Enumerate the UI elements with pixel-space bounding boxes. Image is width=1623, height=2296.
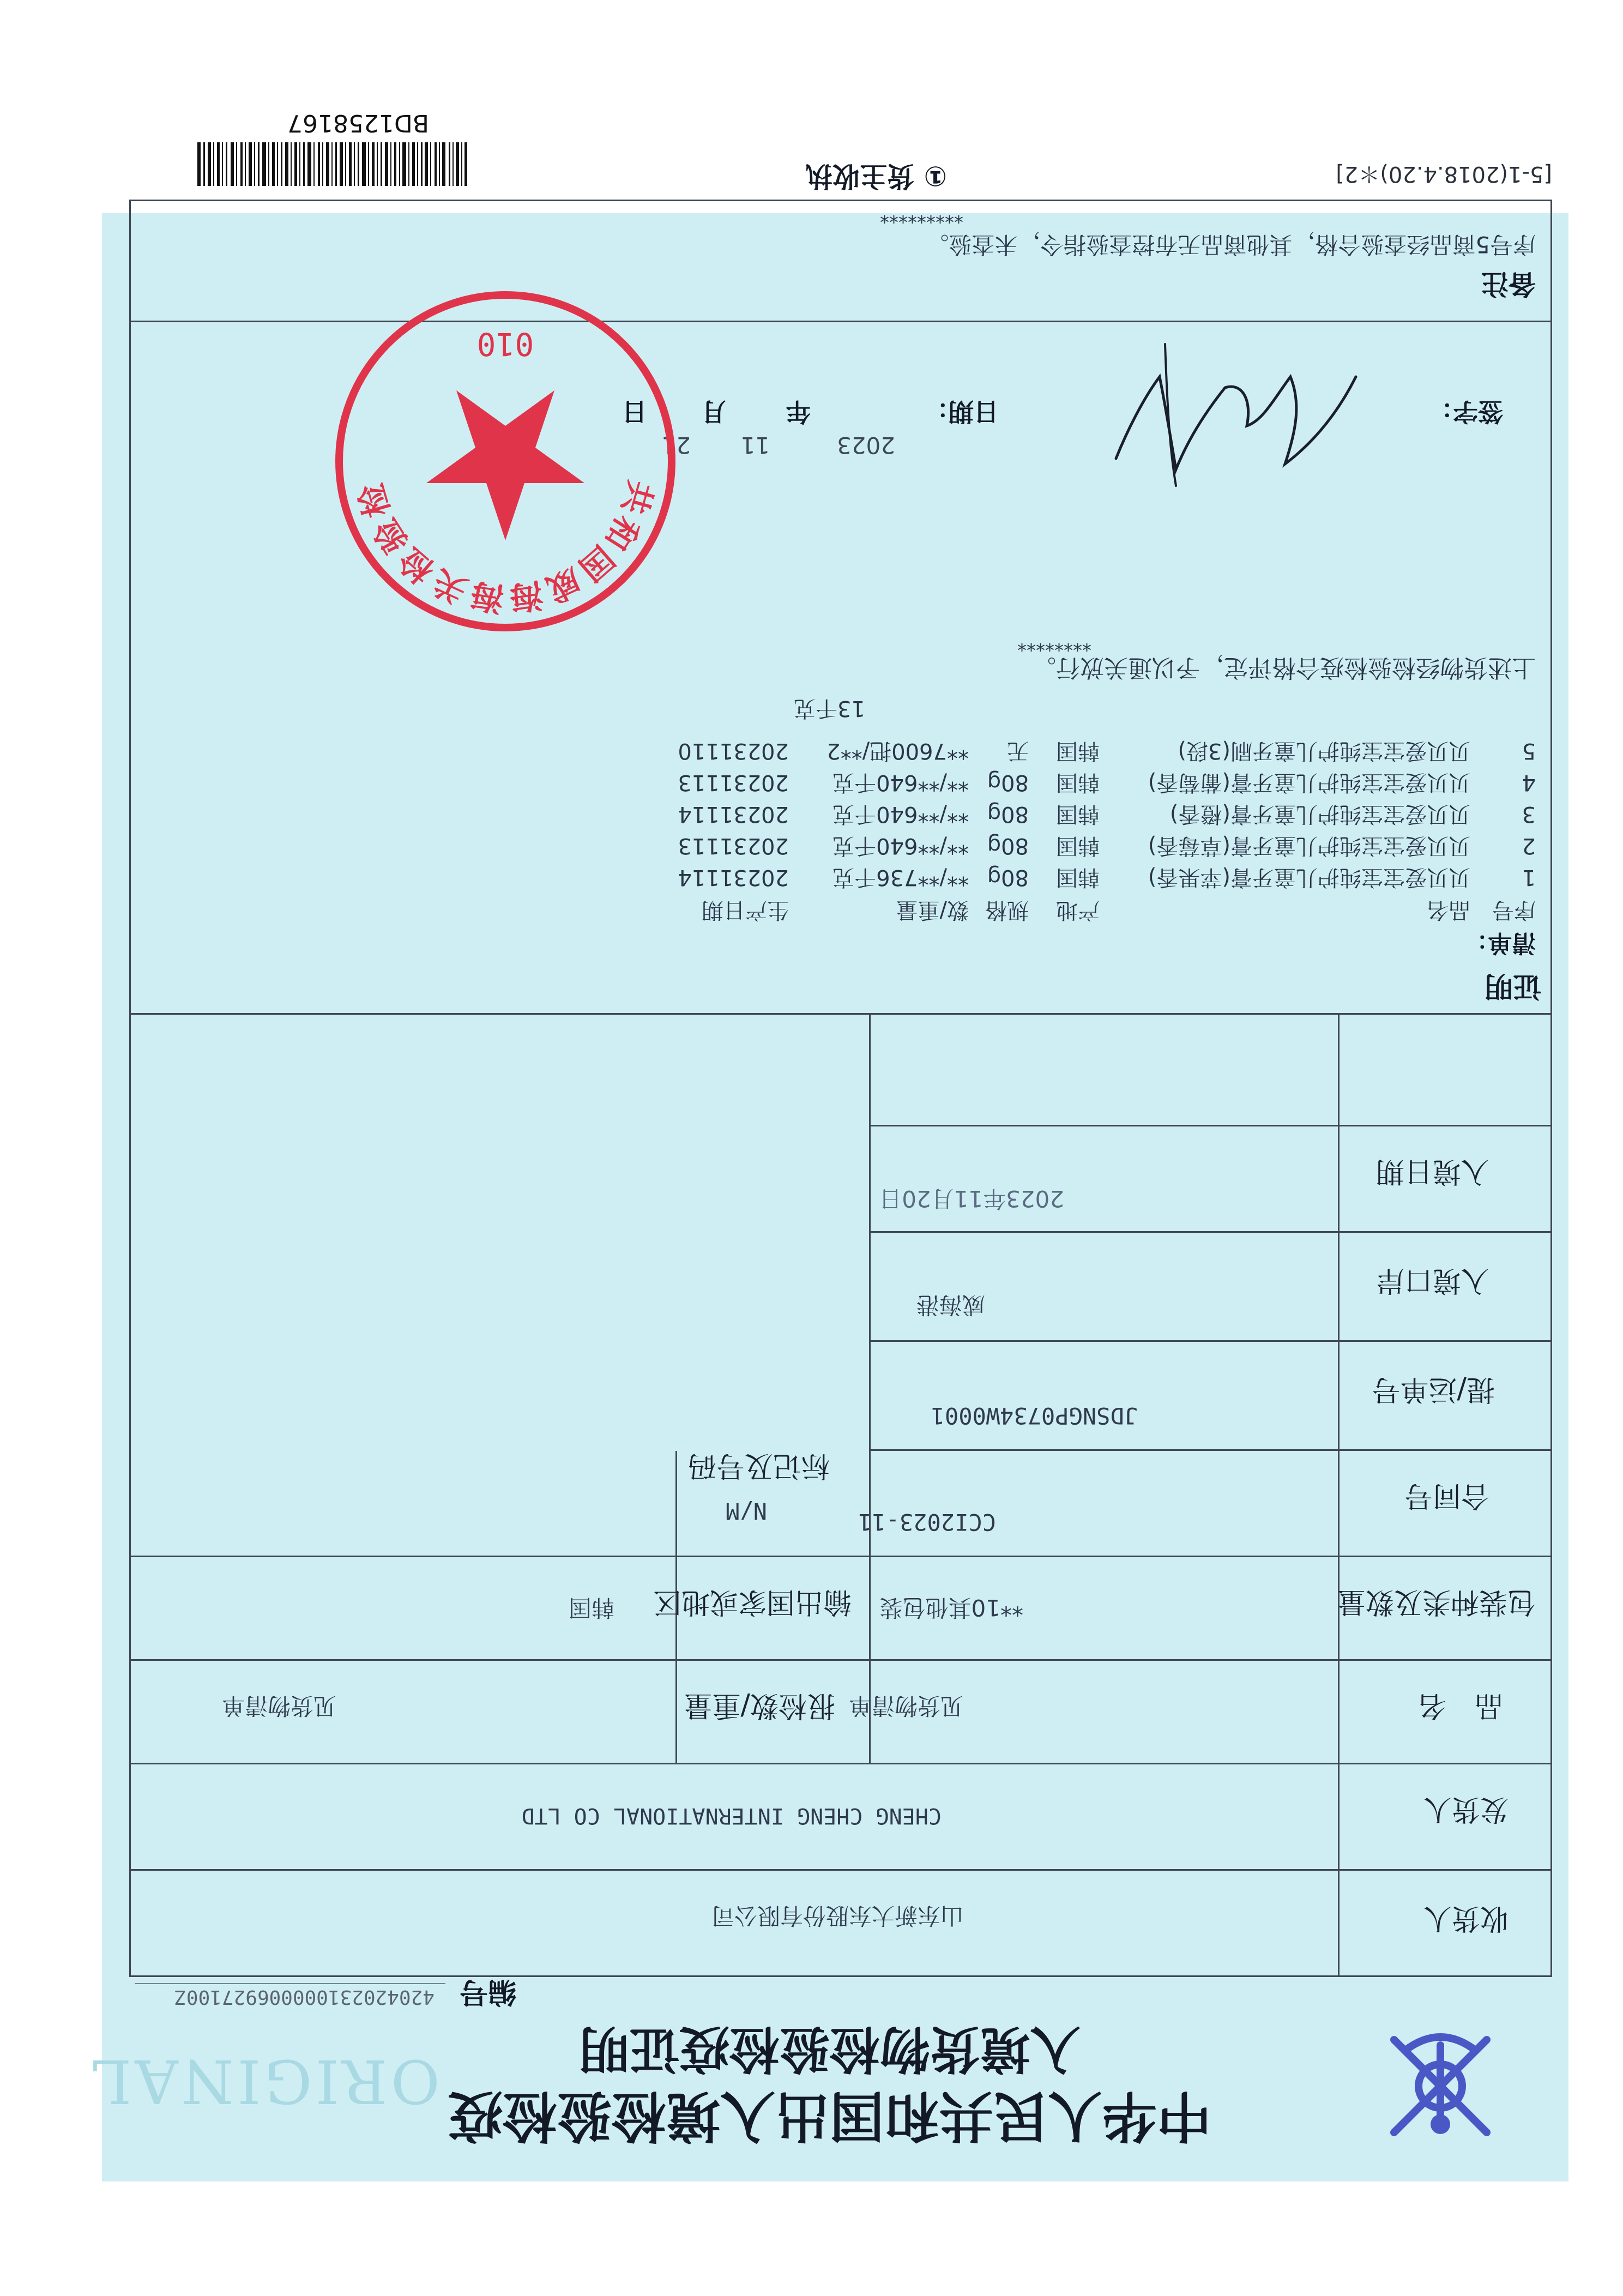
form-code: [5-1(2018.4.20)＊2] [1336,161,1552,186]
list-label: 清单： [1464,929,1536,957]
stamp-code: 010 [476,326,534,363]
row-index: 3 [1522,802,1536,827]
row-spec: 80g [987,833,1029,858]
barcode-icon [195,142,467,186]
sign-date-month-unit: 月 [701,397,726,426]
col-qty: 数/重量 [896,897,969,923]
title-line-2: 入境货物检验检疫证明 [579,2020,1081,2078]
row-qty: **/**640千克 [832,802,969,827]
row-qty: **7600把/**2 [826,738,969,763]
certificate-label: 证明 [1484,969,1541,1002]
sign-date-month: 11 [740,432,770,459]
sign-date-day-unit: 日 [622,397,647,426]
row-spec: 80g [987,802,1029,827]
conclusion-stars: ******** [1017,633,1091,655]
goods-list-row [678,769,1536,800]
row-date: 20231114 [678,802,789,827]
col-name: 品名 [1427,897,1470,923]
row-origin: 韩国 [1056,738,1100,763]
col-date: 生产日期 [702,897,789,923]
title-line-1: 中华人民共和国出入境检验检疫 [448,2084,1211,2148]
date-label: 入境日期 [1375,1155,1489,1188]
goods-total: 13千克 [794,696,865,721]
row-name: 贝贝爱宝宝纯护儿童牙膏(橙香) [1169,802,1470,827]
ciq-emblem [1372,2018,1509,2154]
port-label: 入境口岸 [1375,1264,1489,1297]
row-origin: 韩国 [1056,865,1100,890]
row-index: 4 [1522,770,1536,795]
row-qty: **/**640千克 [832,770,969,795]
row-name: 贝贝爱宝宝纯护儿童牙膏(葡萄香) [1148,770,1470,795]
declared-qty-value: 见货物清单 [221,1692,336,1719]
row-name: 贝贝爱宝宝纯护儿童牙膏(草莓香) [1148,833,1470,858]
consignor-value: CHENG CHENG INTERNATIONAL CO LTD [521,1803,942,1828]
sign-date-year: 2023 [837,432,895,459]
row-index: 2 [1522,833,1536,858]
origin-value: 韩国 [568,1594,614,1621]
certificate-paper [88,205,1568,2181]
consignee-value: 山东新大东股份有限公司 [711,1902,963,1929]
goods-list-row [678,864,1536,895]
row-date: 20231113 [678,833,789,858]
remarks-label: 备注 [1481,268,1536,300]
bill-value: JDSNGP0734W0001 [931,1402,1138,1429]
consignee-label: 收货人 [1423,1902,1509,1935]
row-name: 贝贝爱宝宝纯护儿童牙刷(3段) [1178,738,1470,763]
row-index: 5 [1522,738,1536,763]
marks-label: 标记及号码 [687,1449,830,1482]
barcode [195,142,467,186]
copy-label: ① 货主收执 [805,160,947,192]
package-value: **10其他包装 [879,1594,1023,1621]
row-date: 20231110 [678,738,789,763]
declared-qty-label: 报检数/重量 [684,1689,835,1722]
signature-icon [1083,333,1367,508]
date-value: 2023年11月20日 [879,1185,1064,1212]
package-label: 包装种类及数量 [1337,1586,1536,1618]
row-origin: 韩国 [1056,770,1100,795]
goods-list-row [678,832,1536,863]
row-spec: 80g [987,770,1029,795]
remarks-text: 序号5商品经查验合格，其他商品无布控查验指令，未查验。 [926,231,1536,258]
stamp-seal-icon [328,284,683,638]
origin-label: 输出国家或地区 [653,1586,852,1618]
goods-label: 品 名 [1417,1689,1503,1722]
contract-value: CCI2023-11 [858,1509,996,1535]
bill-label: 提/运单号 [1372,1373,1495,1406]
col-origin: 产地 [1056,897,1100,923]
port-value: 威海港 [916,1292,985,1318]
row-origin: 韩国 [1056,833,1100,858]
col-index: 序号 [1492,897,1536,923]
row-spec: 80g [987,865,1029,890]
original-watermark: ORIGINAL [88,2046,440,2116]
row-date: 20231114 [678,865,789,890]
conclusion-text: 上述货物经检验检疫合格评定，予以通关放行。 [1032,654,1536,682]
number-value: 420420231000006927100Z [174,1986,435,2008]
row-date: 20231113 [678,770,789,795]
marks-value: N/M [726,1498,767,1524]
sign-date-label: 日期： [924,397,999,426]
col-spec: 规格 [985,897,1029,923]
goods-list-row [678,737,1536,768]
row-qty: **/**736千克 [832,865,969,890]
consignor-label: 发货人 [1423,1793,1509,1825]
goods-value: 见货物清单 [848,1692,963,1719]
sign-date-day: 21 [661,432,691,459]
customs-stamp [328,284,683,638]
barcode-serial: BD1258167 [287,109,429,137]
row-spec: 无 [1007,738,1029,763]
remarks-stars: ********* [880,205,963,227]
row-index: 1 [1522,865,1536,890]
row-origin: 韩国 [1056,802,1100,827]
ciq-emblem-icon [1372,2018,1509,2154]
contract-label: 合同号 [1404,1479,1489,1512]
goods-list-header [702,896,1536,927]
officer-signature [1083,333,1367,508]
signature-label: 签字： [1428,397,1503,426]
row-qty: **/**640千克 [832,833,969,858]
goods-list-row [678,800,1536,831]
sign-date-year-unit: 年 [786,397,811,426]
row-name: 贝贝爱宝宝纯护儿童牙膏(苹果香) [1148,865,1470,890]
stamp-arc-text: 共和国威海海关检验检 [351,476,660,618]
number-label: 编号 [459,1975,516,2008]
